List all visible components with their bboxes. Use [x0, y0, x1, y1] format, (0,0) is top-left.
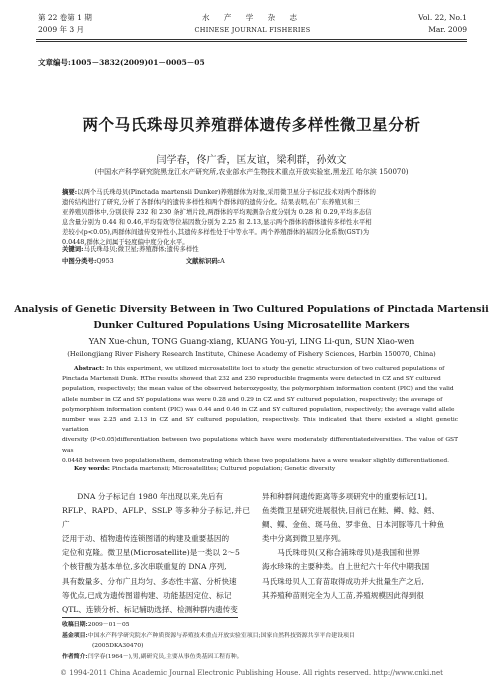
body-line: 类中分离到微卫星序列。 — [262, 534, 346, 544]
body-column-left — [62, 490, 250, 617]
clc-value: Q953 — [96, 257, 114, 265]
doc-code-value: A — [220, 257, 225, 265]
title-cn: 两个马氏珠母贝养殖群体遗传多样性微卫星分析 — [82, 115, 421, 134]
abstract-en-line: polymorphism information content (PIC) was 0.44 and 0.46 in CZ and SY cultured population, respectively; the average valid allele — [62, 406, 455, 413]
footnote-fund — [62, 631, 462, 641]
header-center — [150, 12, 355, 36]
issue-date: 2009 年 3 月 — [38, 25, 85, 34]
author-text: 闫学春(1964－),男,副研究员,主要从事鱼类基因工程育种。 — [87, 654, 243, 660]
body-line: 泛用于动、植物遗传连锁图谱的构建及重要基因的 — [62, 534, 230, 544]
body-line: 具有数量多、分布广且均匀、多态性丰富、分析快速 — [62, 576, 237, 586]
abstract-cn — [62, 187, 458, 247]
body-line: RFLP、RAPD、AFLP、SSLP 等多种分子标记,并已广 — [62, 506, 250, 530]
body-line: 马氏珠母贝人工育苗取得成功并大批量生产之后, — [262, 576, 424, 586]
keywords-en-label: Key words: — [74, 465, 110, 472]
header-left — [38, 12, 92, 36]
abstract-en-line: number was 2.25 and 2.13 in CZ and SY cultured population, respectively. This indicated that there existed a slight genetic variation — [62, 417, 458, 434]
body-line: 鱼类微卫星研究进展很快,目前已在鲑、鳟、鲶、鳕、 — [262, 506, 440, 516]
abstract-cn-line: 差较小(p<0.05),两群体间遗传变异性小,其遗传多样性处于中等水平。两个养殖群体的基因分化系数(GST)为 — [62, 228, 370, 236]
journal-name-en: CHINESE JOURNAL FISHERIES — [194, 26, 311, 34]
copyright-footer: © 1994-2011 China Academic Journal Electronic Publishing House. All rights reserved. http://www.cnki.net — [60, 669, 443, 677]
header-rule — [36, 39, 467, 40]
header-right — [418, 12, 467, 36]
volume-issue: 第 22 卷第 1 期 — [38, 13, 92, 22]
author-label: 作者简介: — [62, 653, 88, 660]
received-date: 2009－01－05 — [87, 622, 130, 628]
body-line: 鲷、鲽、金鱼、斑马鱼、罗非鱼、日本河豚等几十种鱼 — [262, 520, 445, 530]
body-line: 定位和克隆。微卫星(Microsatellite)是一类以 2～5 — [62, 548, 240, 558]
keywords-cn — [62, 244, 458, 254]
footnote-author — [62, 652, 462, 662]
body-line: 马氏珠母贝(又称合浦珠母贝)是我国和世界 — [277, 548, 420, 558]
journal-name-cn: 水 产 学 杂 志 — [201, 13, 304, 22]
affiliation-en: (Heilongjiang River Fishery Research Institute, Chinese Academy of Fishery Sciences, Harbin 150070, China) — [67, 350, 436, 358]
body-line: 等优点,已成为遗传图谱构建、功能基因定位、标记 — [62, 590, 232, 600]
abstract-en-line: 0.0448 between two populationsthem, demonstrating which these two populations have a were weaker slightly differentiationed. — [62, 457, 449, 464]
volume-en: Vol. 22, No.1 — [418, 13, 467, 22]
article-number: 文章编号:1005－3832(2009)01－0005－05 — [38, 58, 205, 67]
body-column-right — [262, 490, 460, 603]
authors-cn: 闫学春，佟广香，匡友谊，梁利群，孙效文 — [156, 155, 347, 166]
abstract-cn-line: 以两个马氏珠母贝(Pinctada martensii Dunker)养殖群体为对象,采用微卫星分子标记技术对两个群体的 — [77, 188, 376, 196]
date-en: Mar. 2009 — [428, 25, 467, 34]
doc-code-label: 文献标识码: — [185, 257, 221, 265]
clc-label: 中图分类号: — [62, 257, 97, 265]
body-line: 个核苷酸为基本单位,多次串联重复的 DNA 序列, — [62, 562, 227, 572]
abstract-cn-line: 亚养殖贝群体中,分别获得 232 和 230 条扩增片段,两群体的平均观测杂合度分别为 0.28 和 0.29,平均多态信 — [62, 208, 372, 216]
abstract-en-line: In this experiment, we utilized microsatellite loci to study the genetic structursion of two cultured populations of — [106, 366, 445, 372]
abstract-en-label: Abstract: — [74, 365, 105, 372]
footnote-received — [62, 620, 462, 630]
body-line: 海水珍珠的主要种类。自上世纪六十年代中期我国 — [262, 562, 430, 572]
abstract-en — [62, 364, 458, 466]
received-label: 收稿日期: — [62, 621, 88, 628]
abstract-en-line: population, respectively; the mean value of the observed heterozygosity, the polymorphism information content (PIC) and the valid — [62, 386, 454, 393]
title-en — [0, 302, 503, 334]
title-en-line: Analysis of Genetic Diversity Between in Two Cultured Populations of Pinctada Martensii — [14, 304, 489, 315]
abstract-en-line: allele number in CZ and SY populations was were 0.28 and 0.29 in CZ and SY cultured population, respectively; the average of — [62, 396, 443, 403]
abstract-cn-line: 0.0448,群体之间属于轻度偏中度分化水平。 — [62, 238, 189, 246]
abstract-cn-line: 息含量分别为 0.44 和 0.46,平均有效等位基因数分别为 2.25 和 2.13,显示两个群体的群体遗传多样性水平相 — [62, 218, 372, 226]
affiliation-cn: (中国水产科学研究院黑龙江水产研究所,农业部水产生物技术重点开放实验室,黑龙江 哈尔滨 150070) — [94, 168, 409, 176]
keywords-en — [62, 464, 458, 474]
keywords-cn-label: 关键词: — [62, 245, 84, 253]
abstract-en-line: diversity (P<0.05)differentiation between two populations which have were moderately differentiatedeiversities. The value of GST was — [62, 437, 458, 454]
body-line: DNA 分子标记自 1980 年出现以来,先后有 — [77, 492, 224, 501]
title-en-line: Dunker Cultured Populations Using Microsatellite Markers — [93, 320, 410, 331]
footnote-rule — [62, 617, 238, 618]
body-line: 其养殖种苗则完全为人工苗,养殖规模因此得到很 — [262, 590, 424, 600]
keywords-en-text: Pinctada martensii; Microsatellites; Cultured population; Genetic diversity — [111, 466, 336, 472]
body-line: 异和种群间遗传距离等多项研究中的重要标记[1]。 — [262, 492, 433, 501]
body-line: QTL、连锁分析、标记辅助选择、检测种群内遗传变 — [62, 604, 238, 614]
fund-text: 中国水产科学研究院水产种质资源与养殖技术重点开放实验室项目;国家自然科技资源共享平台建设项目 — [87, 633, 355, 639]
keywords-cn-text: 马氏珠母贝;微卫星;养殖群体;遗传多样性 — [83, 245, 199, 253]
abstract-en-line: Pinctada Martensii Dunk. RThe results showed that 232 and 230 reproducible fragments were detected in CZ and SY cultured — [62, 376, 441, 383]
abstract-cn-label: 摘要: — [62, 188, 78, 196]
fund-label: 基金项目: — [62, 632, 88, 639]
header-rule-2 — [36, 41, 467, 42]
footnote-fund-cont: (2005DKA30470) — [92, 643, 144, 649]
classification-cn — [62, 256, 458, 266]
authors-en: YAN Xue-chun, TONG Guang-xiang, KUANG You-yi, LING Li-qun, SUN Xiao-wen — [88, 337, 415, 346]
abstract-cn-line: 遗传结构进行了研究,分析了各群体内的遗传多样性和两个群体间的遗传分化。结果表明,在广东养殖贝和三 — [62, 198, 361, 206]
